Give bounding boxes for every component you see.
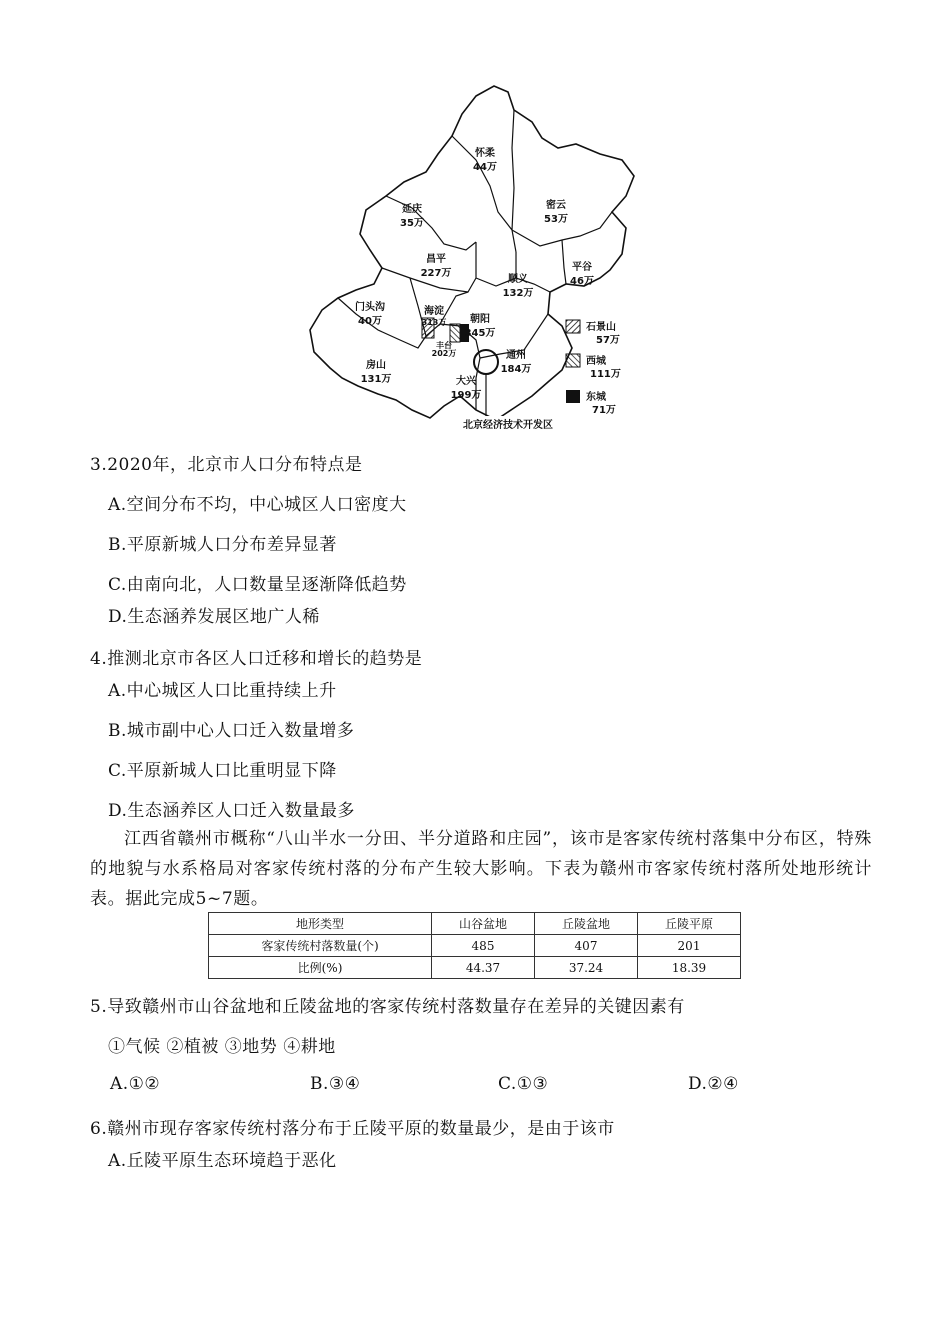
beijing-population-map	[300, 78, 660, 438]
beijing-boundary	[310, 86, 634, 420]
question-5-option-c: C.①③	[498, 1074, 549, 1094]
table-header-cell: 山谷盆地	[432, 913, 535, 935]
district-name: 丰台	[436, 341, 452, 350]
district-pop: 313万	[421, 318, 447, 327]
table-row	[209, 957, 741, 979]
legend-swatch-shijingshan	[566, 320, 580, 333]
district-pop: 46万	[570, 276, 594, 287]
district-name: 门头沟	[355, 302, 385, 313]
district-name: 通州	[506, 350, 526, 361]
legend-pop: 71万	[592, 405, 616, 416]
legend-swatch-dongcheng	[566, 390, 580, 403]
table-header-cell: 丘陵盆地	[535, 913, 638, 935]
question-4-option-b: B.城市副中心人口迁入数量增多	[108, 721, 355, 741]
economic-dev-zone-label: 北京经济技术开发区	[463, 420, 553, 431]
question-4-option-d: D.生态涵养区人口迁入数量最多	[108, 801, 355, 821]
district-pop: 131万	[360, 374, 392, 385]
district-pop: 40万	[358, 316, 382, 327]
district-pop: 199万	[450, 390, 482, 401]
table-cell: 37.24	[535, 957, 638, 979]
question-5-option-d: D.②④	[688, 1074, 739, 1094]
question-4-option-c: C.平原新城人口比重明显下降	[108, 761, 337, 781]
district-name: 海淀	[424, 306, 444, 317]
legend-name: 西城	[586, 356, 606, 367]
terrain-statistics-table	[208, 912, 741, 979]
legend-pop: 111万	[590, 369, 621, 380]
table-cell: 485	[432, 935, 535, 957]
question-5-option-a: A.①②	[110, 1074, 161, 1094]
table-cell: 201	[638, 935, 741, 957]
xicheng-area	[450, 324, 460, 342]
legend-pop: 57万	[596, 335, 620, 346]
district-pop: 345万	[464, 328, 496, 339]
question-4-stem: 4.推测北京市各区人口迁移和增长的趋势是	[90, 649, 423, 669]
question-3-option-d: D.生态涵养发展区地广人稀	[108, 607, 320, 627]
district-name: 平谷	[572, 262, 592, 273]
question-5-factors: ①气候 ②植被 ③地势 ④耕地	[108, 1037, 336, 1057]
legend-swatch-xicheng	[566, 354, 580, 367]
table-header-cell: 地形类型	[209, 913, 432, 935]
district-name: 昌平	[426, 254, 446, 265]
question-3-option-b: B.平原新城人口分布差异显著	[108, 535, 337, 555]
table-cell: 407	[535, 935, 638, 957]
question-5-stem: 5.导致赣州市山谷盆地和丘陵盆地的客家传统村落数量存在差异的关键因素有	[90, 997, 685, 1017]
district-pop: 202万	[431, 349, 457, 358]
district-pop: 184万	[500, 364, 532, 375]
table-cell: 44.37	[432, 957, 535, 979]
question-5-option-b: B.③④	[310, 1074, 361, 1094]
district-name: 怀柔	[475, 148, 495, 159]
question-4-option-a: A.中心城区人口比重持续上升	[108, 681, 337, 701]
table-cell: 比例(%)	[209, 957, 432, 979]
table-cell: 客家传统村落数量(个)	[209, 935, 432, 957]
district-pop: 132万	[502, 288, 534, 299]
passage-text: 江西省赣州市概称“八山半水一分田、半分道路和庄园”，该市是客家传统村落集中分布区，特殊的地貌与水系格局对客家传统村落的分布产生较大影响。下表为赣州市客家传统村落所处地形统计表。据此完成5~7题。	[90, 829, 872, 909]
table-row	[209, 935, 741, 957]
map-svg	[300, 78, 660, 438]
district-name: 密云	[546, 200, 566, 211]
question-3-stem: 3.2020年，北京市人口分布特点是	[90, 455, 363, 475]
district-pop: 53万	[544, 214, 568, 225]
question-6-stem: 6.赣州市现存客家传统村落分布于丘陵平原的数量最少，是由于该市	[90, 1119, 615, 1139]
district-name: 朝阳	[470, 314, 490, 325]
table-header-cell: 丘陵平原	[638, 913, 741, 935]
district-pop: 227万	[420, 268, 452, 279]
district-name: 大兴	[456, 376, 476, 387]
district-name: 顺义	[508, 274, 528, 285]
table-cell: 18.39	[638, 957, 741, 979]
district-pop: 35万	[400, 218, 424, 229]
table-header-row	[209, 913, 741, 935]
district-pop: 44万	[473, 162, 497, 173]
question-3-option-c: C.由南向北，人口数量呈逐渐降低趋势	[108, 575, 407, 595]
legend-name: 东城	[586, 392, 606, 403]
legend-name: 石景山	[586, 322, 616, 333]
district-name: 房山	[366, 360, 386, 371]
question-3-option-a: A.空间分布不均，中心城区人口密度大	[108, 495, 407, 515]
question-6-option-a: A.丘陵平原生态环境趋于恶化	[108, 1151, 337, 1171]
district-name: 延庆	[402, 204, 422, 215]
